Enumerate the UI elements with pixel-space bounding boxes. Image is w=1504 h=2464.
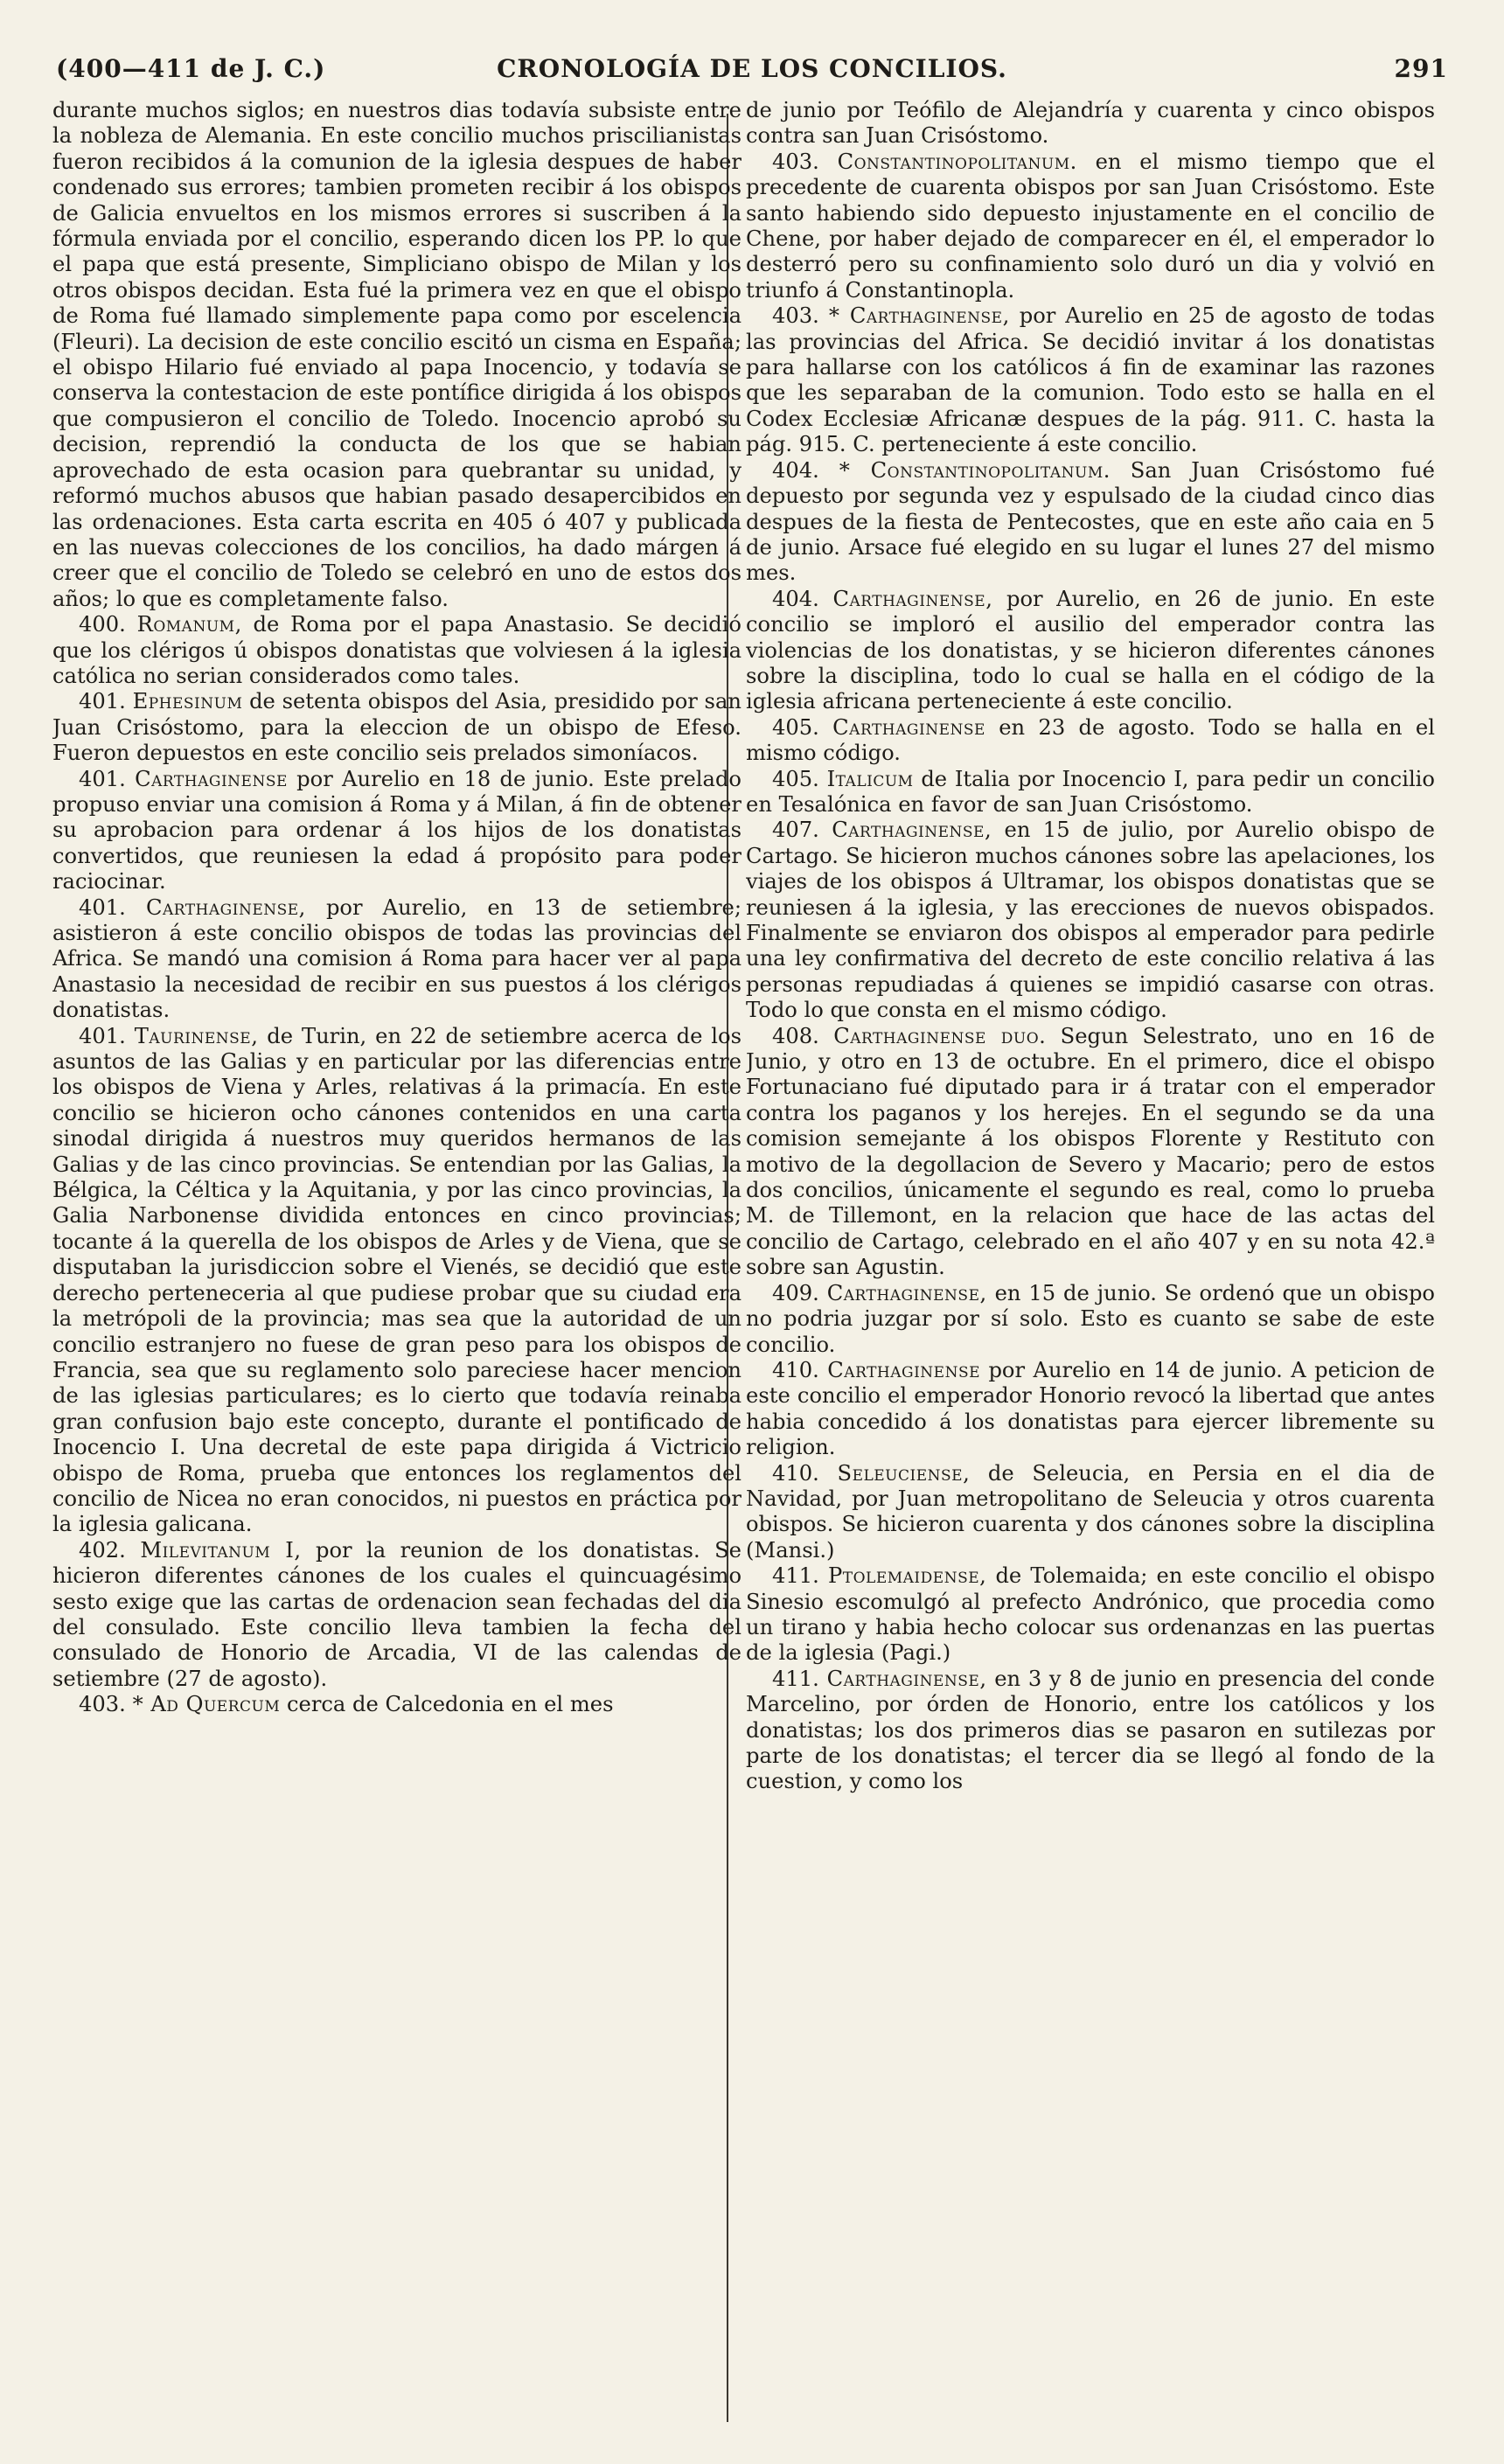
entry-text: por Aurelio, en 26 de junio. En este concilio se imploró el ausilio del emperador contra las violencias de los donatistas, y se hicieron diferentes cánones sobre la disciplina, todo lo cual se halla en el código de la iglesia africana perteneciente á este concilio.: [746, 586, 1435, 714]
council-name: Carthaginense,: [832, 586, 993, 611]
entry-year: 401.: [79, 689, 126, 714]
page-number: 291: [1394, 54, 1448, 83]
entry-year: 401.: [79, 766, 126, 791]
left-column: [52, 98, 742, 2441]
council-entry: [52, 895, 742, 1024]
continuation-paragraph: durante muchos siglos; en nuestros dias todavía subsiste entre la nobleza de Alemania. En este concilio muchos priscilianistas fueron recibidos á la comunion de la iglesia despues de haber condenado sus errores; tambien prometen recibir á los obispos de Galicia envueltos en los mismos errores si suscriben á la fórmula enviada por el concilio, esperando dicen los PP. lo que el papa que está presente, Simpliciano obispo de Milan y los otros obispos decidan. Esta fué la primera vez en que el obispo de Roma fué llamado simplemente papa como por escelencia (Fleuri). La decision de este concilio escitó un cisma en España; el obispo Hilario fué enviado al papa Inocencio, y todavía se conserva la contestacion de este pontífice dirigida á los obispos que compusieron el concilio de Toledo. Inocencio aprobó su decision, reprendió la conducta de los que se habian aprovechado de esta ocasion para quebrantar su unidad, y reformó muchos abusos que habian pasado desapercibidos en las ordenaciones. Esta carta escrita en 405 ó 407 y publicada en las nuevas colecciones de los concilios, ha dado márgen á creer que el concilio de Toledo se celebró en uno de estos dos años; lo que es completamente falso.: [52, 98, 742, 611]
entry-text: de Roma por el papa Anastasio. Se decidió que los clérigos ú obispos donatistas que volviesen á la iglesia católica no serian considerados como tales.: [52, 612, 742, 688]
council-entry: [746, 150, 1435, 303]
council-name: Taurinense,: [134, 1023, 259, 1048]
entry-text: de setenta obispos del Asia, presidido por san Juan Crisóstomo, para la eleccion de un obispo de Efeso. Fueron depuestos en este concilio seis prelados simoníacos.: [52, 689, 742, 766]
council-name: Carthaginense duo.: [833, 1023, 1047, 1048]
council-name: Ptolemaidense,: [828, 1563, 987, 1589]
council-name: Italicum: [826, 766, 914, 791]
council-name: Romanum,: [136, 612, 242, 637]
entry-text: por Aurelio en 25 de agosto de todas las provincias del Africa. Se decidió invitar á los donatistas para hallarse con los católicos á fin de examinar las razones que les separaban de la comunion. Todo esto se halla en el Codex Ecclesiæ Africanæ despues de la pág. 911. C. hasta la pág. 915. C. perteneciente á este concilio.: [746, 303, 1435, 457]
entry-year: 403.: [772, 303, 819, 329]
entry-year: 404.: [772, 457, 819, 483]
council-name: Ephesinum: [132, 689, 243, 714]
council-entry: [746, 1281, 1435, 1358]
header-title: CRONOLOGÍA DE LOS CONCILIOS.: [497, 54, 1007, 83]
entry-text: por la reunion de los donatistas. Se hicieron diferentes cánones de los cuales el quincuagésimo sesto exige que las cartas de ordenacion sean fechadas del dia del consulado. Este concilio lleva tambien la fecha del consulado de Honorio de Arcadia, VI de las calendas de setiembre (27 de agosto).: [52, 1537, 742, 1691]
entry-year: 403.: [772, 149, 819, 174]
council-entry: [52, 1692, 742, 1717]
entry-year: 400.: [79, 612, 126, 637]
entry-text: en 23 de agosto. Todo se halla en el mismo código.: [746, 714, 1435, 766]
entry-text: por Aurelio en 14 de junio. A peticion de este concilio el emperador Honorio revocó la libertad que antes habia concedido á los donatistas para ejercer libremente su religion.: [746, 1357, 1435, 1460]
entry-year: 409.: [772, 1280, 819, 1305]
council-entry: [52, 1024, 742, 1538]
council-entry: [746, 587, 1435, 715]
entry-year: 405.: [772, 714, 819, 740]
entry-text: por Aurelio, en 13 de setiembre; asistieron á este concilio obispos de todas las provincias del Africa. Se mandó una comision á Roma para hacer ver al papa Anastasio la necesidad de recibir en sus puestos á los clérigos donatistas.: [52, 894, 742, 1023]
council-entry: [52, 612, 742, 689]
entry-year: 407.: [772, 818, 819, 843]
council-entry: [746, 767, 1435, 818]
council-name: Constantinopolitanum.: [837, 149, 1077, 174]
entry-text: en el mismo tiempo que el precedente de cuarenta obispos por san Juan Crisóstomo. Este santo habiendo sido depuesto injustamente en el concilio de Chene, por haber dejado de comparecer en él, el emperador lo desterró pero su confinamiento solo duró un dia y volvió en triunfo á Constantinopla.: [746, 149, 1435, 303]
entry-text: en 15 de junio. Se ordenó que un obispo no podria juzgar por sí solo. Esto es cuanto se sabe de este concilio.: [746, 1280, 1435, 1357]
council-entry: [52, 767, 742, 895]
council-entry: [746, 1358, 1435, 1461]
entry-text: de Turin, en 22 de setiembre acerca de los asuntos de las Galias y en particular por las diferencias entre los obispos de Viena y Arles, relativas á la primacía. En este concilio se hicieron ocho cánones contenidos en una carta sinodal dirigida á nuestros muy queridos hermanos de las Galias y de las cinco provincias. Se entendian por las Galias, la Bélgica, la Céltica y la Aquitania, y por las cinco provincias, la Galia Narbonense dividida entonces en cinco provincias; tocante á la querella de los obispos de Arles y de Viena, que se disputaban la jurisdiccion sobre el Vienés, se decidió que este derecho perteneceria al que pudiese probar que su ciudad era la metrópoli de la provincia; mas sea que la autoridad de un concilio estranjero no fuese de gran peso para los obispos de Francia, sea que su reglamento solo pareciese hacer mencion de las iglesias particulares; es lo cierto que todavía reinaba gran confusion bajo este concepto, durante el pontificado de Inocencio I. Una decretal de este papa dirigida á Victricio obispo de Roma, prueba que entonces los reglamentos del concilio de Nicea no eran conocidos, ni puestos en práctica por la iglesia galicana.: [52, 1023, 742, 1537]
council-entry: [52, 689, 742, 766]
entry-year: 405.: [772, 766, 819, 791]
right-column: [746, 98, 1435, 2441]
page-header: [52, 54, 1452, 93]
entry-text: en 15 de julio, por Aurelio obispo de Cartago. Se hicieron muchos cánones sobre las apelaciones, los viajes de los obispos á Ultramar, los obispos donatistas que se reuniesen á la iglesia, y las erecciones de nuevos obispados. Finalmente se enviaron dos obispos al emperador para pedirle una ley confirmativa del decreto de este concilio relativa á las personas repudiadas á quienes se impidió casarse con otras. Todo lo que consta en el mismo código.: [746, 818, 1435, 1023]
entry-year: 404.: [772, 586, 819, 611]
council-entry: [52, 1538, 742, 1692]
entry-text: San Juan Crisóstomo fué depuesto por segunda vez y espulsado de la ciudad cinco dias despues de la fiesta de Pentecostes, que en este año caia en 5 de junio. Arsace fué elegido en su lugar el lunes 27 del mismo mes.: [746, 457, 1435, 586]
council-name: Carthaginense,: [826, 1666, 987, 1691]
council-name: Milevitanum I,: [140, 1537, 302, 1563]
entry-year: 410.: [772, 1357, 819, 1382]
council-name: * Ad Quercum: [132, 1692, 281, 1717]
council-name: Carthaginense: [832, 714, 985, 740]
council-entry: [746, 818, 1435, 1023]
council-entry: [746, 1461, 1435, 1564]
entry-text: Segun Selestrato, uno en 16 de Junio, y otro en 13 de octubre. En el primero, dice el obispo Fortunaciano fué diputado para ir á tratar con el emperador contra los paganos y los herejes. En el segundo se da una comision semejante á los obispos Florente y Restituto con motivo de la degollacion de Severo y Macario; pero de estos dos concilios, únicamente el segundo es real, como lo prueba M. de Tillemont, en la relacion que hace de las actas del concilio de Cartago, celebrado en el año 407 y en su nota 42.ª sobre san Agustin.: [746, 1023, 1435, 1280]
entry-year: 401.: [79, 894, 126, 920]
council-entry: [746, 715, 1435, 767]
entry-text: de Tolemaida; en este concilio el obispo Sinesio escomulgó al prefecto Andrónico, que procedia como un tirano y habia hecho colocar sus ordenanzas en las puertas de la iglesia (Pagi.): [746, 1563, 1435, 1666]
entry-year: 410.: [772, 1460, 819, 1486]
entry-year: 408.: [772, 1023, 819, 1048]
council-name: Carthaginense: [135, 766, 288, 791]
entry-year: 411.: [772, 1563, 819, 1589]
council-entry: [746, 458, 1435, 587]
council-name: Carthaginense,: [832, 818, 992, 843]
council-name: Carthaginense,: [145, 894, 306, 920]
council-name: * Carthaginense,: [828, 303, 1010, 329]
council-name: Carthaginense,: [826, 1280, 987, 1305]
entry-text: por Aurelio en 18 de junio. Este prelado propuso enviar una comision á Roma y á Milan, á fin de obtener su aprobacion para ordenar á los hijos de los donatistas convertidos, que reuniesen la edad á propósito para poder raciocinar.: [52, 766, 742, 894]
council-name: * Constantinopolitanum.: [839, 457, 1111, 483]
entry-year: 403.: [79, 1692, 126, 1717]
council-entry: [746, 1024, 1435, 1281]
council-name: Seleuciense,: [837, 1460, 971, 1486]
entry-year: 402.: [79, 1537, 126, 1563]
entry-text: cerca de Calcedonia en el mes: [286, 1692, 614, 1717]
council-name: Carthaginense: [827, 1357, 981, 1382]
entry-text: de Seleucia, en Persia en el dia de Navidad, por Juan metropolitano de Seleucia y otros cuarenta obispos. Se hicieron cuarenta y dos cánones sobre la disciplina (Mansi.): [746, 1460, 1435, 1563]
header-range: (400—411 de J. C.): [56, 54, 326, 83]
entry-text: de Italia por Inocencio I, para pedir un concilio en Tesalónica en favor de san Juan Crisóstomo.: [746, 766, 1435, 817]
continuation-paragraph: de junio por Teófilo de Alejandría y cuarenta y cinco obispos contra san Juan Crisóstomo.: [746, 98, 1435, 149]
entry-text: en 3 y 8 de junio en presencia del conde Marcelino, por órden de Honorio, entre los católicos y los donatistas; los dos primeros dias se pasaron en sutilezas por parte de los donatistas; el tercer dia se llegó al fondo de la cuestion, y como los: [746, 1666, 1435, 1794]
council-entry: [746, 1667, 1435, 1795]
entry-year: 401.: [79, 1023, 126, 1048]
entry-year: 411.: [772, 1666, 819, 1691]
council-entry: [746, 303, 1435, 457]
council-entry: [746, 1563, 1435, 1667]
